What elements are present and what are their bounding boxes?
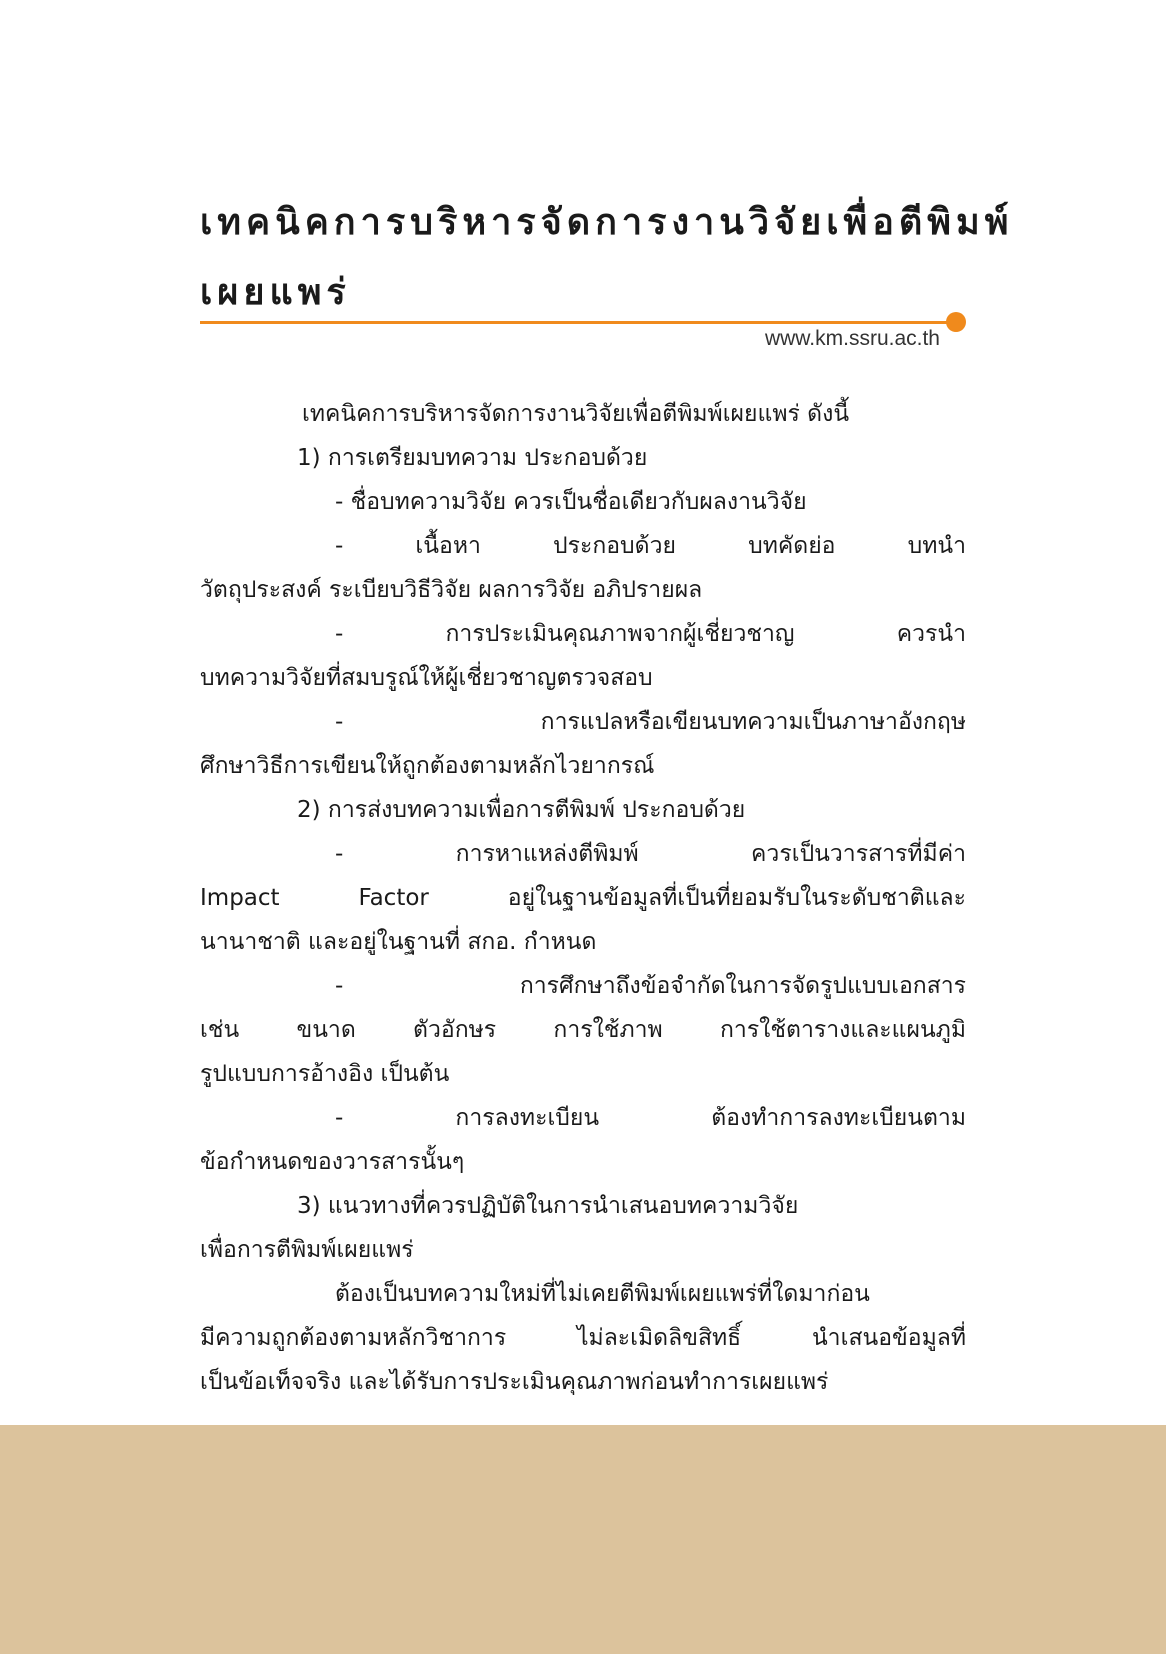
- article-body: [200, 392, 966, 1404]
- article-title-line-1: เทคนิคการบริหารจัดการงานวิจัยเพื่อตีพิมพ์: [200, 202, 1014, 243]
- section-1-bullet-2-line-2: วัตถุประสงค์ ระเบียบวิธีวิจัย ผลการวิจัย อภิปรายผล: [200, 577, 703, 603]
- section-2-bullet-1-line-2: Impact Factor อยู่ในฐานข้อมูลที่เป็นที่ยอมรับในระดับชาติและ: [200, 885, 966, 911]
- section-3-heading-line-2: เพื่อการตีพิมพ์เผยแพร่: [200, 1237, 414, 1263]
- section-1-bullet-3-line-1: - การประเมินคุณภาพจากผู้เชี่ยวชาญ ควรนำ: [335, 621, 966, 647]
- section-1-bullet-3-line-2: บทความวิจัยที่สมบรูณ์ให้ผู้เชี่ยวชาญตรวจสอบ: [200, 665, 653, 691]
- article-title: [200, 202, 1014, 345]
- section-2-bullet-2-line-2: เช่น ขนาด ตัวอักษร การใช้ภาพ การใช้ตารางและแผนภูมิ: [200, 1017, 966, 1043]
- title-underline-dot: [946, 312, 966, 332]
- section-2-bullet-1-line-3: นานาชาติ และอยู่ในฐานที่ สกอ. กำหนด: [200, 929, 597, 955]
- website-url: www.km.ssru.ac.th: [764, 327, 940, 350]
- section-2-bullet-2-line-3: รูปแบบการอ้างอิง เป็นต้น: [200, 1061, 450, 1087]
- section-3-paragraph-line-1: ต้องเป็นบทความใหม่ที่ไม่เคยตีพิมพ์เผยแพร่ที่ใดมาก่อน: [335, 1281, 870, 1307]
- section-1-bullet-2-line-1: - เนื้อหา ประกอบด้วย บทคัดย่อ บทนำ: [335, 533, 966, 559]
- section-1-heading: 1) การเตรียมบทความ ประกอบด้วย: [297, 445, 648, 471]
- article-title-line-2: เผยแพร่: [200, 272, 351, 313]
- section-2-bullet-3-line-2: ข้อกำหนดของวารสารนั้นๆ: [200, 1149, 465, 1175]
- section-2-heading: 2) การส่งบทความเพื่อการตีพิมพ์ ประกอบด้วย: [297, 797, 746, 823]
- section-1-bullet-1: - ชื่อบทความวิจัย ควรเป็นชื่อเดียวกับผลงานวิจัย: [335, 489, 807, 515]
- section-1-bullet-4-line-1: - การแปลหรือเขียนบทความเป็นภาษาอังกฤษ: [335, 709, 966, 735]
- section-3-heading-line-1: 3) แนวทางที่ควรปฏิบัติในการนำเสนอบทความวิจัย: [297, 1193, 799, 1219]
- section-2-bullet-1-line-1: - การหาแหล่งตีพิมพ์ ควรเป็นวารสารที่มีค่า: [335, 841, 966, 867]
- section-2-bullet-3-line-1: - การลงทะเบียน ต้องทำการลงทะเบียนตาม: [335, 1105, 966, 1131]
- section-1-bullet-4-line-2: ศึกษาวิธีการเขียนให้ถูกต้องตามหลักไวยากรณ์: [200, 753, 655, 779]
- footer-band: [0, 1425, 1166, 1654]
- section-3-paragraph-line-2: มีความถูกต้องตามหลักวิชาการ ไม่ละเมิดลิขสิทธิ์ นำเสนอข้อมูลที่: [200, 1325, 966, 1351]
- title-underline: [200, 321, 960, 324]
- section-3-paragraph-line-3: เป็นข้อเท็จจริง และได้รับการประเมินคุณภาพก่อนทำการเผยแพร่: [200, 1369, 829, 1395]
- section-2-bullet-2-line-1: - การศึกษาถึงข้อจำกัดในการจัดรูปแบบเอกสาร: [335, 973, 966, 999]
- intro-paragraph: เทคนิคการบริหารจัดการงานวิจัยเพื่อตีพิมพ์เผยแพร่ ดังนี้: [302, 401, 850, 427]
